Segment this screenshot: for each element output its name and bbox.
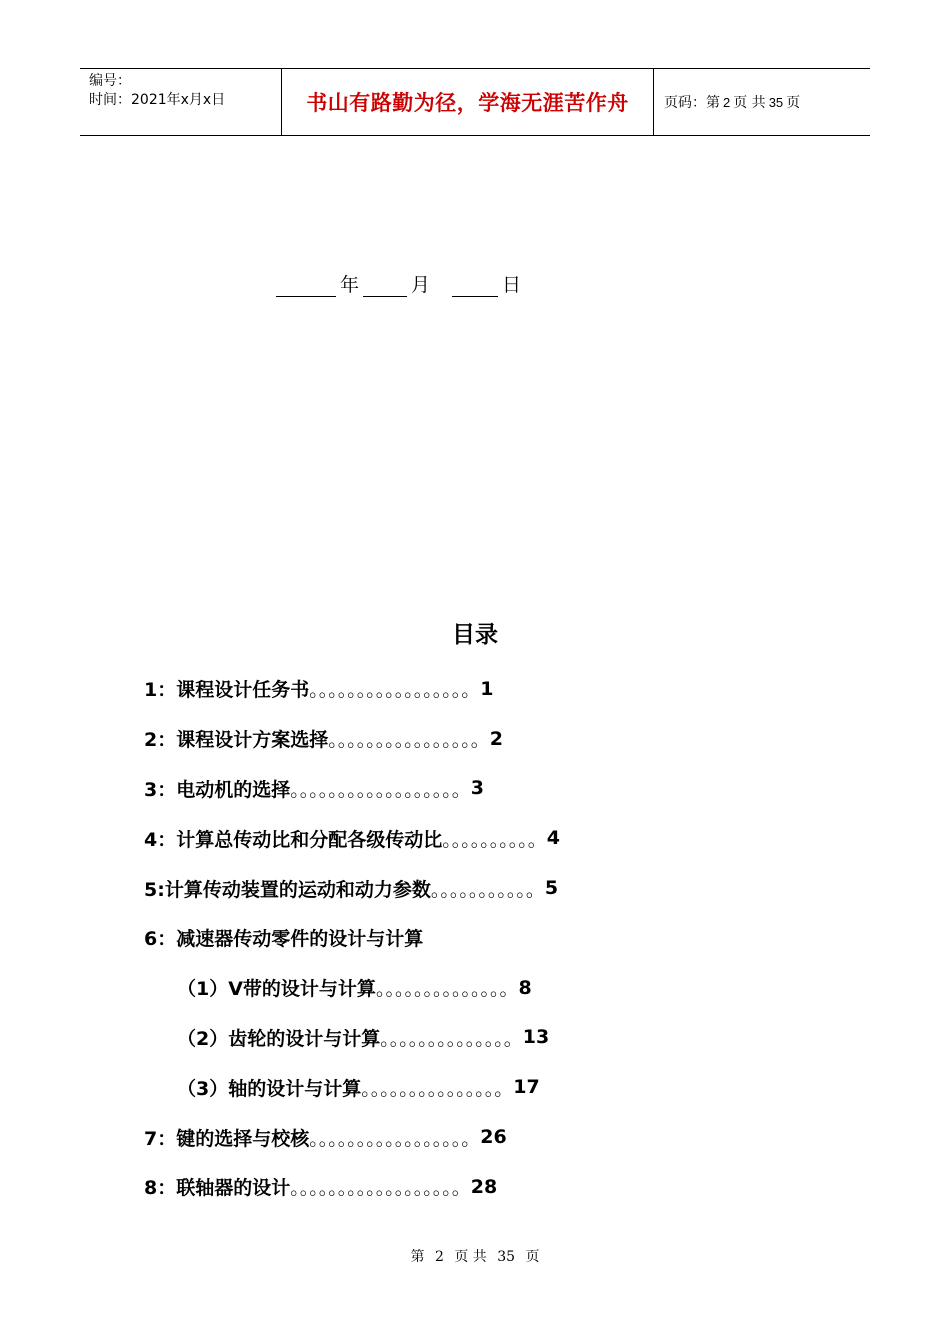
toc-item-dots: 。。。。。。。。。。。。。。 [375, 978, 519, 1001]
toc-item-text: 8：联轴器的设计 [144, 1177, 291, 1200]
page-suffix: 页 [786, 95, 801, 111]
toc-item-dots: 。。。。。。。。。。。。。。。 [361, 1077, 514, 1100]
toc-item-text: （2）齿轮的设计与计算 [177, 1027, 381, 1050]
toc-item-dots: 。。。。。。。。。。。。。。。。。 [309, 679, 481, 702]
toc-item-text: （3）轴的设计与计算 [177, 1077, 362, 1100]
toc-subitem[interactable] [144, 1062, 744, 1112]
toc-item[interactable] [144, 1162, 744, 1212]
toc-item-dots: 。。。。。。。。。。。。。。。。。 [309, 1127, 481, 1150]
toc-item-page: 4 [546, 827, 560, 850]
toc-item-dots: 。。。。。。。。。。 [442, 828, 547, 851]
header-motto: 书山有路勤为径，学海无涯苦作舟 [306, 90, 629, 115]
toc-item-text: 7：键的选择与校核 [144, 1127, 310, 1150]
toc-item-dots: 。。。。。。。。。。。。。。 [380, 1027, 523, 1050]
header-info [80, 69, 282, 135]
toc-item-page: 28 [470, 1175, 498, 1198]
time-label: 时间：2021年x月x日 [89, 92, 226, 108]
year-blank [276, 274, 336, 297]
toc-item[interactable] [144, 813, 744, 863]
toc-item-dots: 。。。。。。。。。。。。。。。。。。 [290, 1177, 471, 1200]
toc-item-page: 2 [489, 727, 503, 750]
toc-item-dots: 。。。。。。。。。。。。。。。。。。 [290, 778, 471, 801]
toc-item-text: 6：减速器传动零件的设计与计算 [144, 928, 424, 951]
day-label: 日 [502, 274, 522, 296]
toc-item-page: 8 [518, 976, 532, 999]
toc-item-page: 13 [522, 1026, 550, 1049]
date-line [276, 270, 525, 297]
month-label: 月 [411, 274, 431, 296]
year-label: 年 [340, 274, 360, 296]
month-blank [363, 274, 407, 297]
toc-item[interactable] [144, 1112, 744, 1162]
toc-item-text: （1）V带的设计与计算 [177, 978, 376, 1001]
footer-suffix: 页 [525, 1249, 540, 1265]
toc-item-page: 1 [480, 677, 494, 700]
footer-total: 35 [497, 1249, 516, 1265]
serial-label: 编号： [89, 73, 131, 89]
toc-item-text: 4：计算总传动比和分配各级传动比 [144, 828, 443, 851]
toc-item-page: 26 [480, 1126, 507, 1149]
toc-item-text: 1：课程设计任务书 [144, 679, 310, 702]
toc-subitem[interactable] [144, 963, 744, 1013]
page-header [80, 68, 870, 136]
footer-mid: 页 共 [454, 1249, 487, 1265]
toc-item[interactable] [144, 714, 744, 764]
toc-item-text: 3：电动机的选择 [144, 778, 291, 801]
footer-current: 2 [434, 1249, 444, 1265]
table-of-contents [144, 664, 744, 1212]
toc-item[interactable] [144, 863, 744, 913]
header-page-info [654, 69, 870, 135]
toc-item-text: 5:计算传动装置的运动和动力参数 [144, 878, 431, 901]
toc-item-page: 17 [513, 1076, 540, 1099]
toc-subitem[interactable] [144, 1013, 744, 1063]
page-current: 2 [723, 94, 731, 110]
page-mid: 页 共 [733, 95, 766, 111]
header-motto-cell [282, 69, 654, 135]
day-blank [452, 274, 498, 297]
footer-prefix: 第 [410, 1249, 425, 1265]
page-footer [0, 1246, 950, 1266]
toc-item-dots: 。。。。。。。。。。。。。。。。 [328, 729, 490, 752]
toc-item-page: 5 [544, 877, 559, 900]
toc-item-dots: 。。。。。。。。。。。 [430, 878, 545, 901]
toc-title: 目录 [452, 622, 498, 648]
toc-item[interactable] [144, 764, 744, 814]
toc-item-page: 3 [470, 777, 484, 800]
toc-item[interactable] [144, 913, 744, 963]
page-total: 35 [768, 94, 784, 110]
page-prefix: 页码：第 [664, 95, 720, 111]
toc-item[interactable] [144, 664, 744, 714]
toc-item-text: 2：课程设计方案选择 [144, 729, 329, 752]
